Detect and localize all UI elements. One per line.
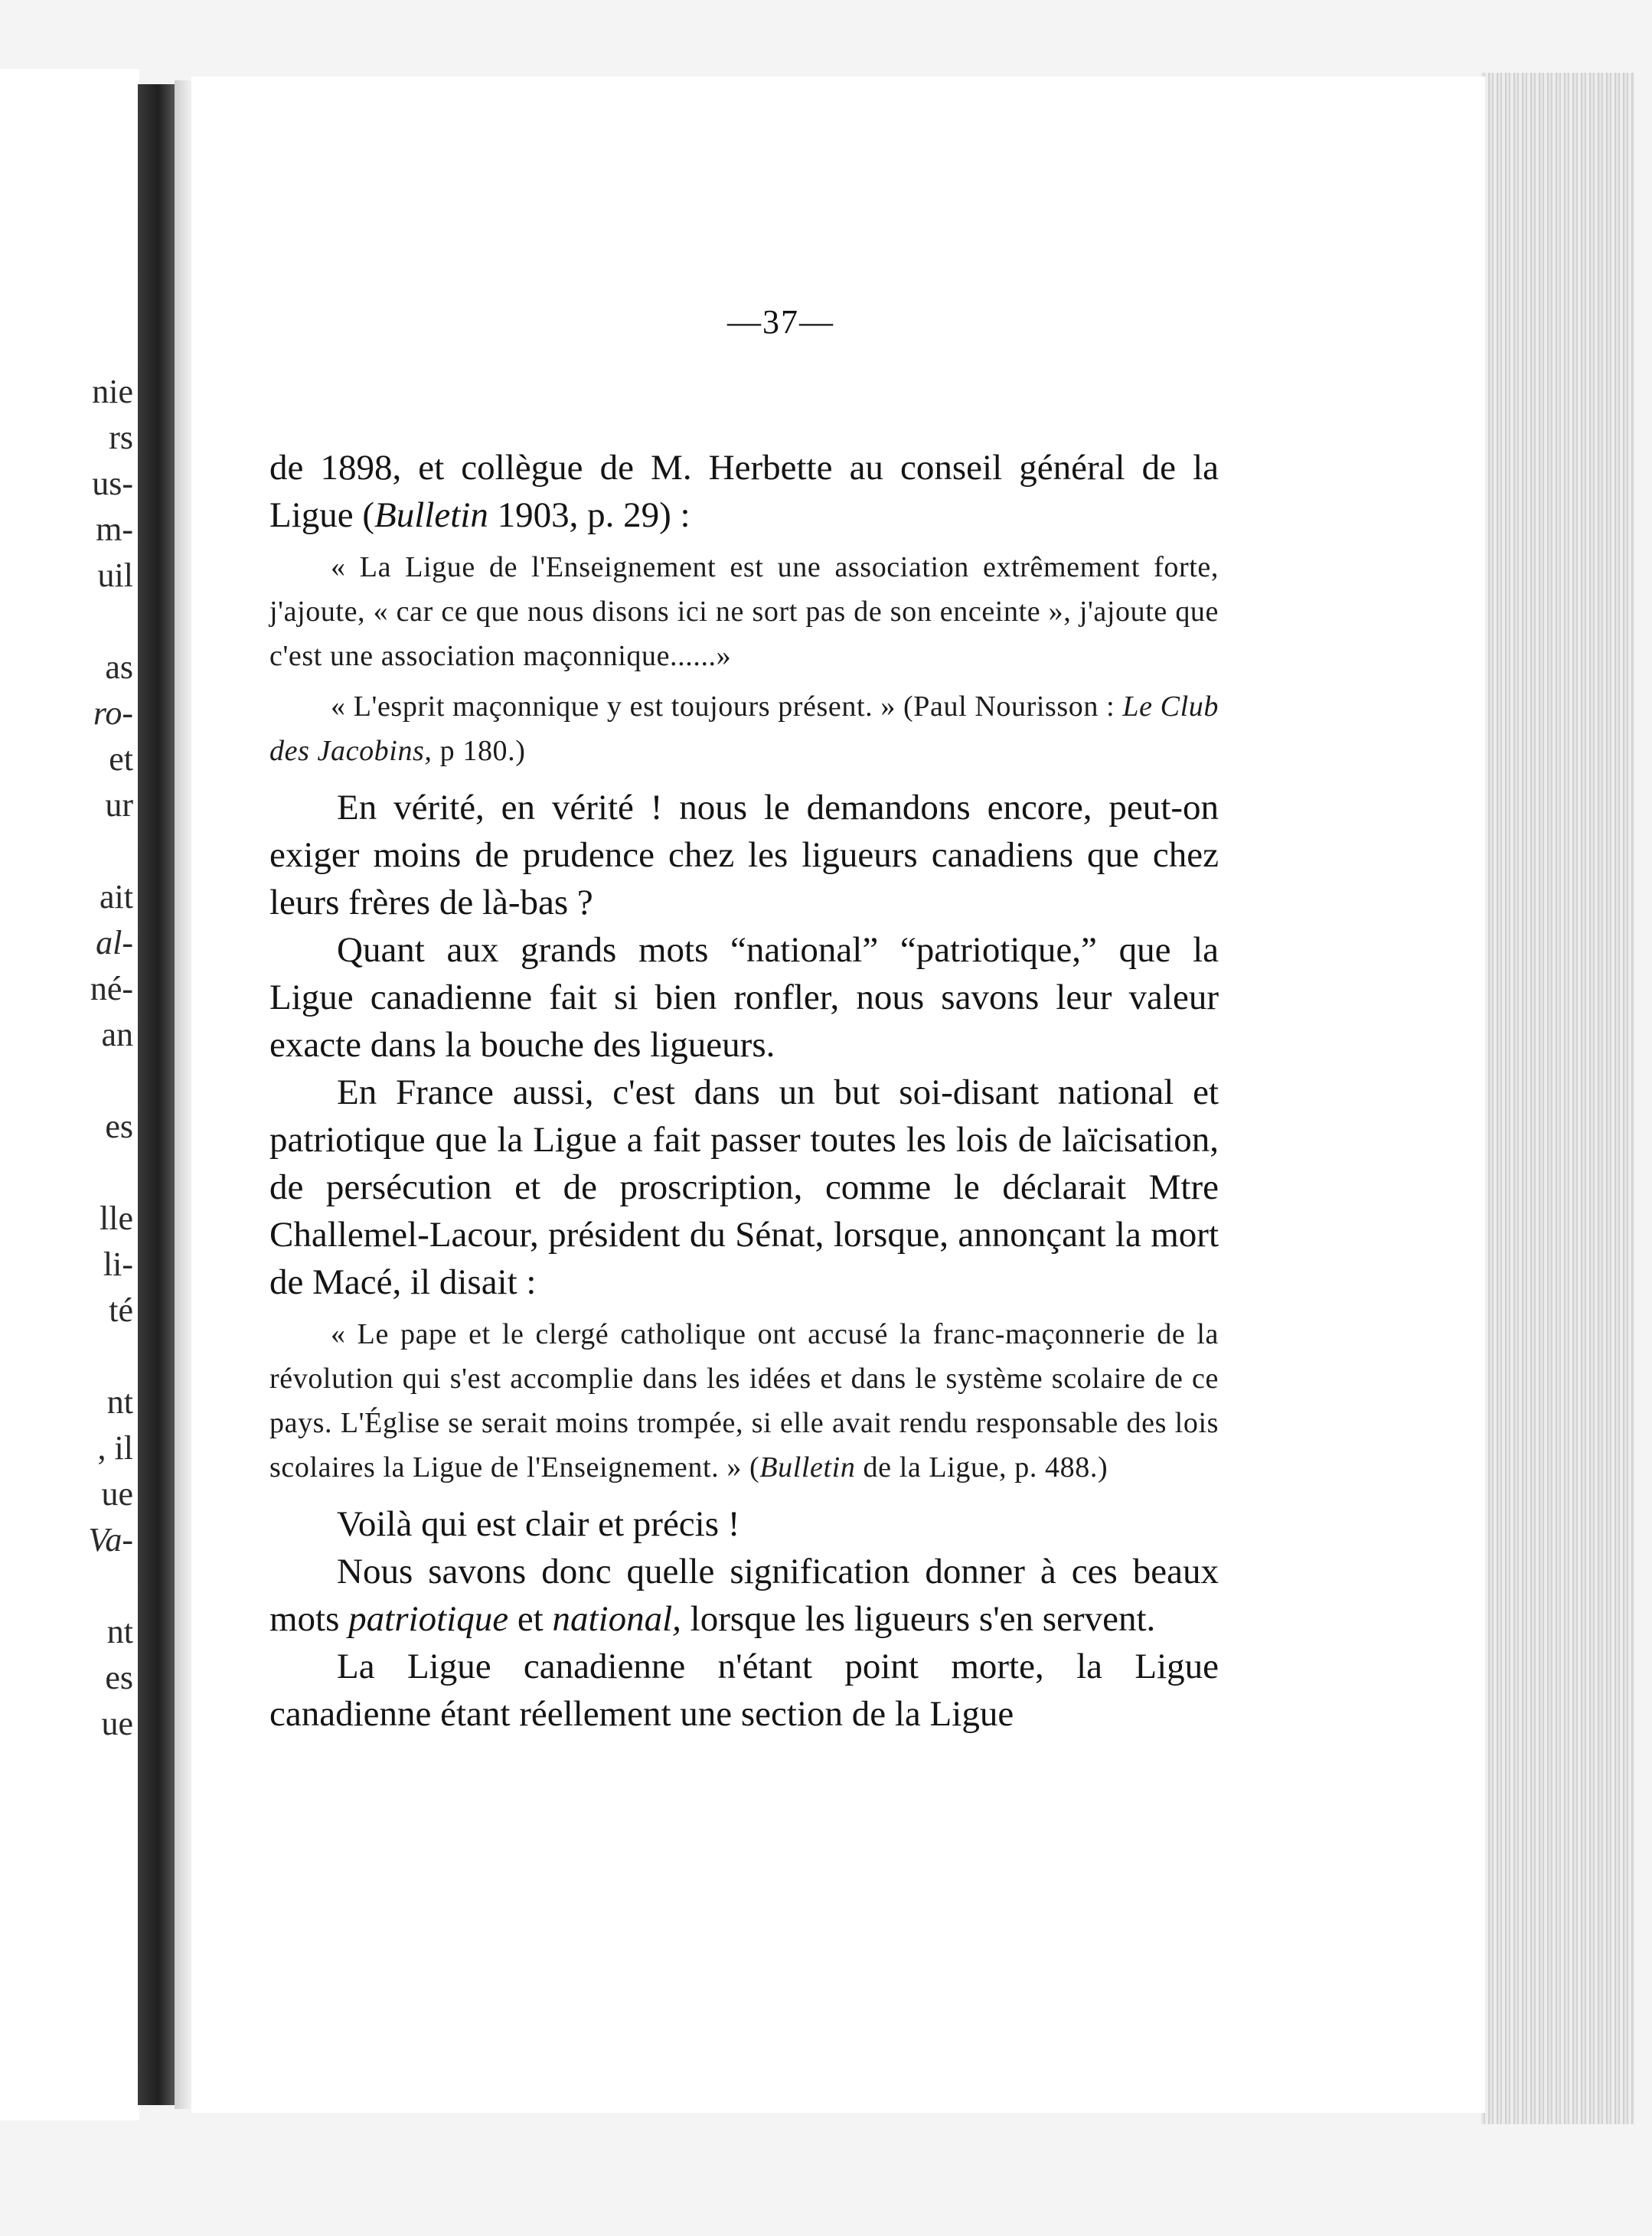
quote-2-text-a: « L'esprit maçonnique y est toujours présent. » (Paul Nourisson : [331, 690, 1123, 723]
left-page-fragment: ur [105, 786, 133, 824]
quote-2-text-c: p 180.) [432, 735, 526, 767]
left-page-fragment: us- [92, 465, 133, 502]
paragraph-1-text-a: de 1898, et collègue de M. Herbette au conseil général de la Ligue ( [269, 448, 1219, 535]
paragraph-7: La Ligue canadienne n'étant point morte, la Ligue canadienne étant réellement une section de la Ligue [269, 1647, 1219, 1734]
left-page-fragment: uil [97, 557, 133, 594]
page-body [269, 444, 1219, 1738]
book-gutter-highlight [175, 80, 191, 2109]
paragraph-1-text-c: 1903, p. 29) : [488, 495, 691, 535]
left-page-fragment: nie [92, 373, 133, 410]
left-page-fragment: es [105, 1108, 133, 1145]
quote-3-italic: Bulletin [759, 1451, 856, 1484]
paragraph-1 [269, 444, 1219, 539]
paragraph-6-text-c: et [508, 1599, 553, 1639]
paragraph-4: En France aussi, c'est dans un but soi-disant national et patriotique que la Ligue a fait passer toutes les lois de laïcisation, de persécution et de proscription, comme le déclarait Mtre Challemel-Lacour, président du Sénat, lorsque, annonçant la mort de Macé, il disait : [269, 1072, 1219, 1302]
left-page-fragment: nt [106, 1383, 133, 1421]
left-page-fragment: ue [101, 1475, 133, 1513]
left-page-fragment: an [101, 1016, 133, 1053]
left-page-fragment: ro- [93, 694, 133, 732]
left-page-fragment: ait [100, 878, 133, 916]
quote-1: « La Ligue de l'Enseignement est une association extrêmement forte, j'ajoute, « car ce que nous disons ici ne sort pas de son enceinte », j'ajoute que c'est une association maçonnique......» [269, 551, 1219, 672]
paragraph-6 [269, 1548, 1219, 1643]
book-gutter-shadow [138, 84, 175, 2105]
quote-3-text-a: « Le pape et le clergé catholique ont accusé la franc-maçonnerie de la révolution qui s'est accomplie dans les idées et dans le système scolaire de ce pays. L'Église se serait moins trompée, si elle avait rendu responsable des lois scolaires la Ligue de l'Enseignement. » ( [269, 1318, 1219, 1484]
quote-3-text-c: de la Ligue, p. 488.) [855, 1451, 1108, 1484]
left-page-fragment: lle [100, 1200, 133, 1237]
left-page-fragment: et [109, 740, 133, 778]
left-page-text-fragments [0, 69, 139, 2120]
left-page-fragment: rs [109, 419, 133, 456]
left-page-fragment: né- [90, 970, 133, 1007]
page-edges [1481, 73, 1634, 2124]
page-number: —37— [727, 303, 834, 341]
quote-2-italic: Le Club des Jacobins, [269, 690, 1219, 767]
quote-3 [269, 1312, 1219, 1490]
left-page [0, 69, 139, 2120]
left-page-fragment: nt [106, 1613, 133, 1650]
paragraph-6-text-e: lorsque les ligueurs s'en servent. [681, 1599, 1156, 1639]
left-page-fragment: Va- [88, 1521, 133, 1559]
left-page-fragment: as [105, 648, 133, 686]
paragraph-6-text-a: Nous savons donc quelle signification donner à ces beaux mots [269, 1552, 1219, 1639]
paragraph-3: Quant aux grands mots “national” “patriotique,” que la Ligue canadienne fait si bien ronfler, nous savons leur valeur exacte dans la bouche des ligueurs. [269, 930, 1219, 1065]
left-page-fragment: , il [97, 1429, 133, 1467]
left-page-fragment: al- [96, 924, 133, 961]
left-page-fragment: ue [101, 1705, 133, 1742]
left-page-fragment: li- [103, 1245, 133, 1283]
paragraph-1-italic: Bulletin [374, 495, 488, 535]
paragraph-6-italic-national: national, [552, 1599, 681, 1639]
paragraph-2: En vérité, en vérité ! nous le demandons encore, peut-on exiger moins de prudence chez les ligueurs canadiens que chez leurs frères de là-bas ? [269, 788, 1219, 922]
left-page-fragment: té [109, 1291, 133, 1329]
quote-2 [269, 684, 1219, 773]
paragraph-6-italic-patriotique: patriotique [348, 1599, 509, 1639]
left-page-fragment: es [105, 1659, 133, 1696]
paragraph-5: Voilà qui est clair et précis ! [337, 1504, 740, 1544]
left-page-fragment: m- [96, 511, 133, 548]
